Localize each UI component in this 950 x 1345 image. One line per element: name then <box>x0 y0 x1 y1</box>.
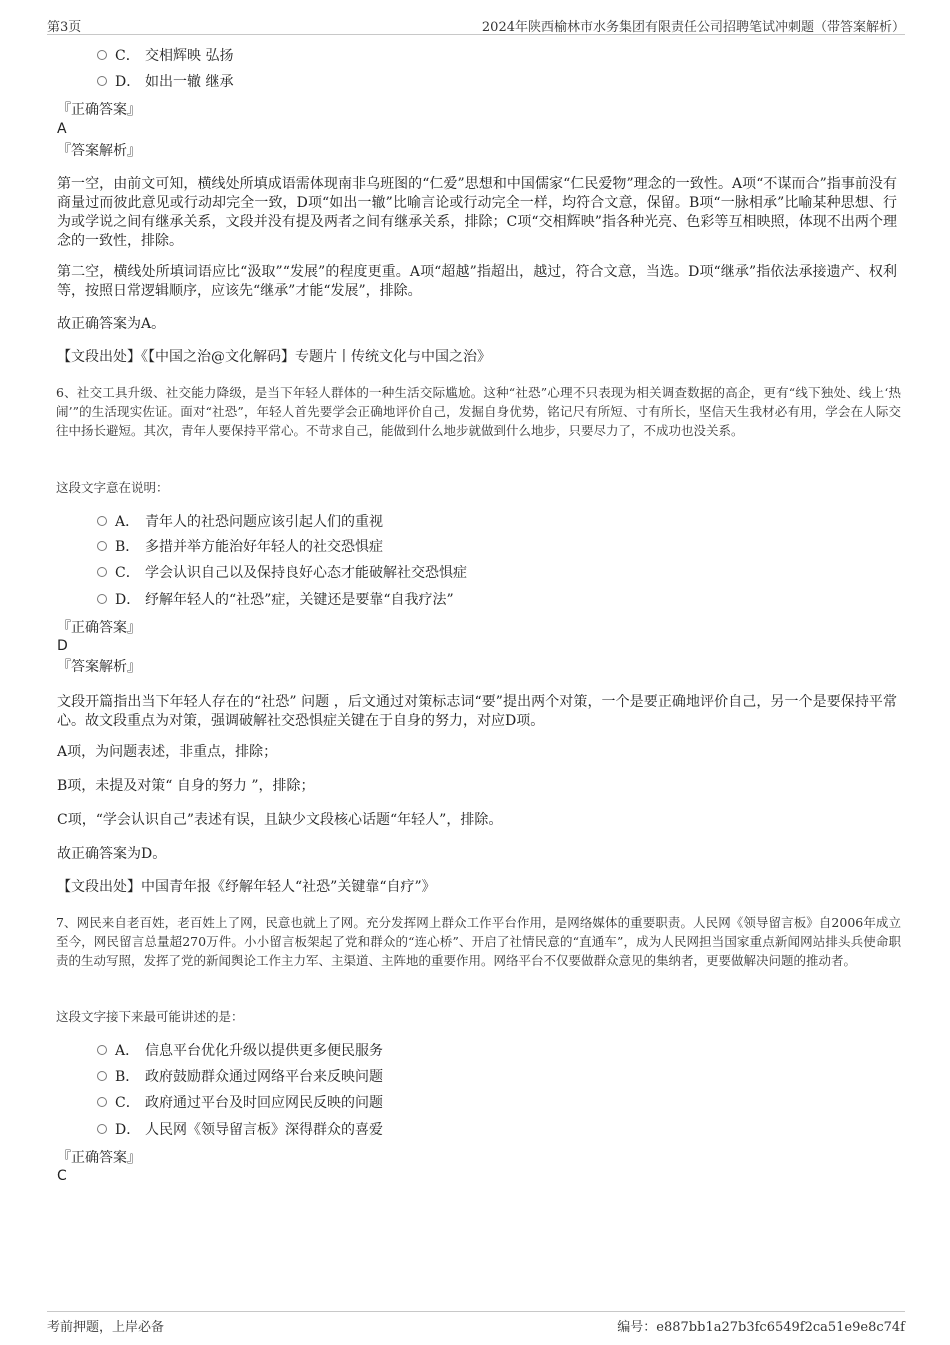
q6-option-c[interactable]: C． 学会认识自己以及保持良好心态才能破解社交恐惧症 <box>97 563 467 583</box>
q7-prompt: 这段文字接下来最可能讲述的是： <box>56 1009 244 1024</box>
q5-answer-label: 『正确答案』 <box>57 102 141 118</box>
q5-answer: A <box>57 121 67 137</box>
q7-option-d[interactable]: D． 人民网《领导留言板》深得群众的喜爱 <box>97 1120 383 1140</box>
q5-analysis-p2: 第二空，横线处所填词语应比“汲取”“发展”的程度更重。A项“超越”指超出，越过，符合文意，当选。D项“继承”指依法承接遗产、权利等，按照日常逻辑顺序，应该先“继承”才能“发展”，排除。 <box>57 264 897 299</box>
q6-answer-label: 『正确答案』 <box>57 620 141 636</box>
q7-option-c[interactable]: C． 政府通过平台及时回应网民反映的问题 <box>97 1093 383 1113</box>
page-footer <box>47 1311 905 1336</box>
q6-analysis-p2: A项，为问题表述，非重点，排除； <box>57 744 278 760</box>
q6-option-a[interactable]: A． 青年人的社恐问题应该引起人们的重视 <box>97 512 383 532</box>
q5-option-d[interactable]: D． 如出一辙 继承 <box>97 72 233 92</box>
q5-analysis-label: 『答案解析』 <box>57 143 141 159</box>
q5-analysis-p1: 第一空，由前文可知，横线处所填成语需体现南非乌班图的“仁爱”思想和中国儒家“仁民爱物”理念的一致性。A项“不谋而合”指事前没有商量过而彼此意见或行动却完全一致，D项“如出一辙”比喻言论或行动完全一样，均符合文意，保留。B项“一脉相承”比喻某种思想、行为或学说之间有继承关系，文段并没有提及两者之间有继承关系，排除；C项“交相辉映”指各种光亮、色彩等互相映照，体现不出两个理念的一致性，排除。 <box>57 176 897 249</box>
q7-stem: 7、网民来自老百姓，老百姓上了网，民意也就上了网。充分发挥网上群众工作平台作用，是网络媒体的重要职责。人民网《领导留言板》自2006年成立至今，网民留言总量超270万件。小小留言板架起了党和群众的“连心桥”、开启了社情民意的“直通车”，成为人民网担当国家重点新闻网站排头兵使命职责的生动写照，发挥了党的新闻舆论工作主力军、主渠道、主阵地的重要作用。网络平台不仅要做群众意见的集纳者，更要做解决问题的推动者。 <box>56 915 901 968</box>
q6-analysis-label: 『答案解析』 <box>57 659 141 675</box>
q6-prompt: 这段文字意在说明： <box>56 480 169 495</box>
radio-icon[interactable] <box>97 594 107 604</box>
radio-icon[interactable] <box>97 1071 107 1081</box>
q7-option-b[interactable]: B． 政府鼓励群众通过网络平台来反映问题 <box>97 1067 383 1087</box>
radio-icon[interactable] <box>97 541 107 551</box>
q7-answer-label: 『正确答案』 <box>57 1150 141 1166</box>
q6-stem: 6、社交工具升级、社交能力降级，是当下年轻人群体的一种生活交际尴尬。这种“社恐”心理不只表现为相关调查数据的高企，更有“线下独处、线上‘热闹’”的生活现实佐证。面对“社恐”，年轻人首先要学会正确地评价自己，发掘自身优势，铭记尺有所短、寸有所长，坚信天生我材必有用，学会在人际交往中扬长避短。其次，青年人要保持平常心。不苛求自己，能做到什么地步就做到什么地步，只要尽力了，不成功也没关系。 <box>56 385 901 438</box>
q7-option-a[interactable]: A． 信息平台优化升级以提供更多便民服务 <box>97 1041 383 1061</box>
page-header <box>47 14 905 35</box>
q6-option-d[interactable]: D． 纾解年轻人的“社恐”症，关键还是要靠“自我疗法” <box>97 590 454 610</box>
q6-analysis-p1: 文段开篇指出当下年轻人存在的“社恐” 问题 ，后文通过对策标志词“要”提出两个对策，一个是要正确地评价自己，另一个是要保持平常心。故文段重点为对策，强调破解社交恐惧症关键在于自身的努力，对应D项。 <box>57 694 897 729</box>
radio-icon[interactable] <box>97 1124 107 1134</box>
q5-analysis-p3: 故正确答案为A。 <box>57 316 166 332</box>
radio-icon[interactable] <box>97 1097 107 1107</box>
q7-answer: C <box>57 1168 67 1184</box>
footer-doc-id: 编号：e887bb1a27b3fc6549f2ca51e9e8c74f <box>617 1320 905 1335</box>
radio-icon[interactable] <box>97 76 107 86</box>
q6-analysis-p4: C项，“学会认识自己”表述有误，且缺少文段核心话题“年轻人”，排除。 <box>57 812 503 828</box>
radio-icon[interactable] <box>97 50 107 60</box>
q6-option-b[interactable]: B． 多措并举方能治好年轻人的社交恐惧症 <box>97 537 383 557</box>
radio-icon[interactable] <box>97 567 107 577</box>
footer-slogan: 考前押题，上岸必备 <box>47 1320 165 1335</box>
q6-source: 【文段出处】中国青年报《纾解年轻人“社恐”关键靠“自疗”》 <box>57 879 436 895</box>
radio-icon[interactable] <box>97 516 107 526</box>
q6-answer: D <box>57 638 68 654</box>
radio-icon[interactable] <box>97 1045 107 1055</box>
q6-analysis-p3: B项，未提及对策“ 自身的努力 ”，排除； <box>57 778 315 794</box>
q5-source: 【文段出处】《【中国之治@文化解码】专题片丨传统文化与中国之治》 <box>57 349 491 365</box>
q6-analysis-p5: 故正确答案为D。 <box>57 846 167 862</box>
page-number: 第3页 <box>47 20 82 35</box>
q5-option-c[interactable]: C． 交相辉映 弘扬 <box>97 46 233 66</box>
document-title: 2024年陕西榆林市水务集团有限责任公司招聘笔试冲刺题（带答案解析） <box>481 20 905 35</box>
